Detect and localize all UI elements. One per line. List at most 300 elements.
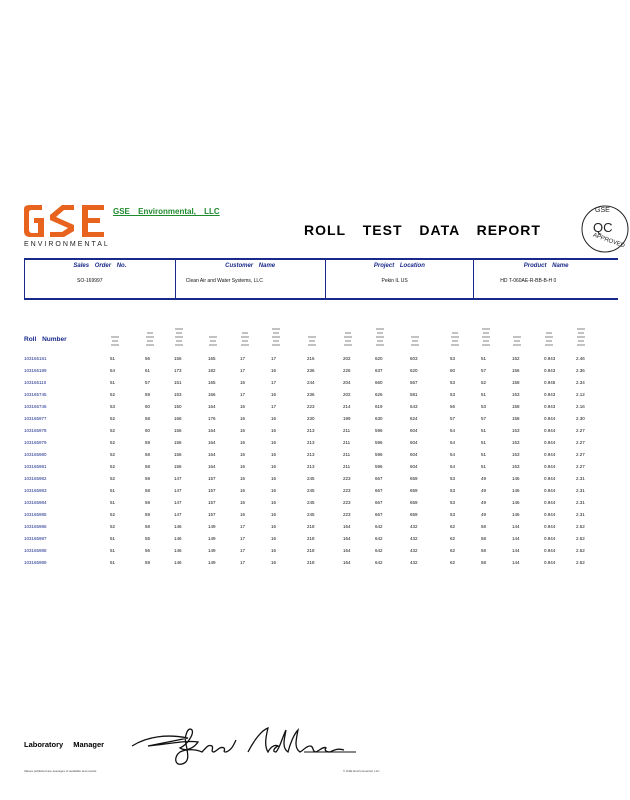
table-cell: 16 xyxy=(271,476,277,481)
table-cell: 153 xyxy=(512,452,520,457)
table-cell: 153 xyxy=(512,464,520,469)
table-cell: 53 xyxy=(450,476,456,481)
project-location-label: Project Location xyxy=(373,263,425,269)
table-cell: 596 xyxy=(375,428,383,433)
table-cell: 56 xyxy=(145,548,151,553)
sales-order-label: Sales Order No. xyxy=(73,263,127,269)
table-cell: 432 xyxy=(410,560,418,565)
table-cell: 61 xyxy=(110,356,116,361)
column-header-text-marks xyxy=(139,322,161,348)
table-cell: 202 xyxy=(343,392,351,397)
table-cell: 2.52 xyxy=(576,524,585,529)
column-header-text-marks xyxy=(475,322,497,348)
table-cell: 0.944 xyxy=(544,524,556,529)
roll-number-cell: 103165746 xyxy=(24,404,47,409)
table-cell: 432 xyxy=(410,548,418,553)
table-row xyxy=(0,486,618,496)
table-cell: 58 xyxy=(481,536,487,541)
table-cell: 2.31 xyxy=(576,512,585,517)
roll-number-cell: 103165745 xyxy=(24,392,47,397)
table-cell: 245 xyxy=(307,512,315,517)
column-header xyxy=(570,322,592,348)
customer-value: Clean Air and Water Systems, LLC xyxy=(185,278,263,284)
table-cell: 659 xyxy=(410,476,418,481)
table-cell: 596 xyxy=(375,452,383,457)
roll-number-cell: 103165986 xyxy=(24,524,47,529)
column-header-text-marks xyxy=(570,322,592,348)
table-cell: 156 xyxy=(174,464,182,469)
table-cell: 57 xyxy=(145,380,151,385)
table-cell: 0.943 xyxy=(544,368,556,373)
roll-number-cell: 103165979 xyxy=(24,440,47,445)
table-cell: 59 xyxy=(145,500,151,505)
table-row xyxy=(0,378,618,388)
table-cell: 144 xyxy=(512,560,520,565)
table-cell: 0.944 xyxy=(544,548,556,553)
table-cell: 211 xyxy=(343,464,351,469)
table-cell: 17 xyxy=(240,560,246,565)
company-name[interactable]: GSE Environmental, LLC xyxy=(113,207,220,216)
roll-number-cell: 103165977 xyxy=(24,416,47,421)
table-cell: 0.944 xyxy=(544,428,556,433)
table-cell: 17 xyxy=(271,404,277,409)
sales-order-cell xyxy=(25,260,176,298)
table-row xyxy=(0,450,618,460)
table-cell: 2.27 xyxy=(576,440,585,445)
table-cell: 164 xyxy=(208,428,216,433)
roll-number-cell: 103165988 xyxy=(24,548,47,553)
table-row xyxy=(0,438,618,448)
table-cell: 59 xyxy=(145,440,151,445)
table-cell: 146 xyxy=(174,548,182,553)
table-cell: 153 xyxy=(512,392,520,397)
table-cell: 2.46 xyxy=(576,356,585,361)
table-cell: 2.27 xyxy=(576,452,585,457)
column-header-text-marks xyxy=(168,322,190,348)
table-cell: 58 xyxy=(145,464,151,469)
order-info-table xyxy=(24,258,618,300)
table-cell: 245 xyxy=(307,476,315,481)
table-cell: 17 xyxy=(240,392,246,397)
table-cell: 53 xyxy=(450,380,456,385)
table-cell: 642 xyxy=(375,536,383,541)
table-cell: 2.12 xyxy=(576,392,585,397)
table-cell: 57 xyxy=(450,416,456,421)
column-header xyxy=(301,322,323,348)
table-cell: 603 xyxy=(410,356,418,361)
roll-number-cell: 103165181 xyxy=(24,356,47,361)
table-cell: 620 xyxy=(410,368,418,373)
table-cell: 59 xyxy=(145,392,151,397)
table-cell: 619 xyxy=(375,404,383,409)
table-cell: 202 xyxy=(343,356,351,361)
column-header-text-marks xyxy=(404,322,426,348)
table-cell: 146 xyxy=(174,560,182,565)
table-cell: 667 xyxy=(375,488,383,493)
column-header-text-marks xyxy=(265,322,287,348)
table-cell: 16 xyxy=(240,380,246,385)
table-cell: 16 xyxy=(240,488,246,493)
table-cell: 218 xyxy=(307,560,315,565)
project-location-cell xyxy=(326,260,475,298)
table-cell: 2.52 xyxy=(576,560,585,565)
table-cell: 61 xyxy=(110,548,116,553)
table-row xyxy=(0,522,618,532)
table-cell: 51 xyxy=(481,452,487,457)
footer-note-left: Values published are averages of available test results xyxy=(24,769,97,773)
table-cell: 55 xyxy=(145,536,151,541)
table-cell: 146 xyxy=(174,536,182,541)
table-cell: 53 xyxy=(450,392,456,397)
table-cell: 173 xyxy=(174,368,182,373)
table-cell: 16 xyxy=(271,392,277,397)
table-cell: 0.944 xyxy=(544,500,556,505)
table-cell: 223 xyxy=(307,404,315,409)
table-cell: 49 xyxy=(481,488,487,493)
table-row xyxy=(0,474,618,484)
table-cell: 58 xyxy=(481,548,487,553)
table-cell: 17 xyxy=(240,356,246,361)
column-header-text-marks xyxy=(506,322,528,348)
table-cell: 54 xyxy=(450,428,456,433)
table-cell: 156 xyxy=(174,356,182,361)
table-cell: 62 xyxy=(110,416,116,421)
table-cell: 245 xyxy=(307,488,315,493)
table-cell: 156 xyxy=(174,440,182,445)
table-cell: 57 xyxy=(481,368,487,373)
table-cell: 58 xyxy=(145,524,151,529)
table-cell: 432 xyxy=(410,524,418,529)
table-cell: 216 xyxy=(307,356,315,361)
table-cell: 0.943 xyxy=(544,356,556,361)
table-cell: 164 xyxy=(343,536,351,541)
table-cell: 624 xyxy=(410,416,418,421)
table-row xyxy=(0,354,618,364)
table-cell: 17 xyxy=(240,536,246,541)
roll-number-header: Roll Number xyxy=(24,336,67,343)
table-cell: 165 xyxy=(208,380,216,385)
table-cell: 2.27 xyxy=(576,428,585,433)
table-cell: 157 xyxy=(208,512,216,517)
table-cell: 61 xyxy=(110,536,116,541)
table-cell: 62 xyxy=(110,476,116,481)
table-cell: 158 xyxy=(512,416,520,421)
table-cell: 54 xyxy=(450,464,456,469)
table-cell: 604 xyxy=(410,428,418,433)
table-cell: 2.36 xyxy=(576,368,585,373)
table-cell: 660 xyxy=(375,380,383,385)
table-cell: 0.944 xyxy=(544,476,556,481)
table-cell: 147 xyxy=(174,476,182,481)
table-cell: 223 xyxy=(343,512,351,517)
table-cell: 164 xyxy=(343,524,351,529)
table-cell: 596 xyxy=(375,440,383,445)
table-cell: 213 xyxy=(307,440,315,445)
table-cell: 0.943 xyxy=(544,392,556,397)
table-cell: 213 xyxy=(307,428,315,433)
table-cell: 146 xyxy=(174,524,182,529)
roll-number-cell: 103165982 xyxy=(24,476,47,481)
table-cell: 642 xyxy=(375,560,383,565)
table-cell: 53 xyxy=(450,488,456,493)
report-title: ROLL TEST DATA REPORT xyxy=(304,222,541,238)
footer-note-right: © GSE Environmental, LLC xyxy=(343,769,380,773)
table-cell: 63 xyxy=(110,404,116,409)
column-header xyxy=(475,322,497,348)
table-cell: 667 xyxy=(375,476,383,481)
table-cell: 62 xyxy=(110,524,116,529)
table-cell: 58 xyxy=(145,452,151,457)
table-cell: 17 xyxy=(240,524,246,529)
table-cell: 604 xyxy=(410,440,418,445)
table-cell: 211 xyxy=(343,428,351,433)
table-cell: 164 xyxy=(343,560,351,565)
table-cell: 176 xyxy=(208,416,216,421)
table-cell: 62 xyxy=(450,524,456,529)
table-cell: 164 xyxy=(343,548,351,553)
column-header-text-marks xyxy=(104,322,126,348)
table-cell: 62 xyxy=(110,392,116,397)
roll-number-cell: 103165984 xyxy=(24,500,47,505)
table-cell: 157 xyxy=(208,476,216,481)
table-cell: 16 xyxy=(271,512,277,517)
table-cell: 16 xyxy=(271,548,277,553)
table-cell: 16 xyxy=(271,416,277,421)
table-cell: 62 xyxy=(110,512,116,517)
table-cell: 16 xyxy=(271,464,277,469)
table-cell: 149 xyxy=(208,524,216,529)
table-cell: 0.944 xyxy=(544,536,556,541)
table-cell: 2.16 xyxy=(576,404,585,409)
table-cell: 51 xyxy=(481,392,487,397)
table-cell: 144 xyxy=(512,536,520,541)
gse-logo-icon xyxy=(22,203,114,239)
column-header xyxy=(337,322,359,348)
table-cell: 152 xyxy=(512,356,520,361)
table-row xyxy=(0,402,618,412)
stamp-bottom-text: APPROVED xyxy=(591,232,626,250)
table-cell: 236 xyxy=(307,392,315,397)
table-cell: 51 xyxy=(481,464,487,469)
table-cell: 626 xyxy=(375,392,383,397)
table-cell: 51 xyxy=(481,428,487,433)
table-cell: 153 xyxy=(512,428,520,433)
table-cell: 150 xyxy=(174,404,182,409)
table-cell: 147 xyxy=(174,500,182,505)
table-cell: 16 xyxy=(240,512,246,517)
table-cell: 223 xyxy=(343,476,351,481)
table-cell: 0.943 xyxy=(544,404,556,409)
table-cell: 146 xyxy=(512,488,520,493)
table-cell: 62 xyxy=(110,428,116,433)
table-cell: 567 xyxy=(410,380,418,385)
table-cell: 62 xyxy=(450,536,456,541)
table-cell: 158 xyxy=(512,380,520,385)
column-header xyxy=(234,322,256,348)
customer-cell xyxy=(176,260,326,298)
roll-number-cell: 103165987 xyxy=(24,536,47,541)
table-cell: 213 xyxy=(307,452,315,457)
column-header-text-marks xyxy=(444,322,466,348)
table-cell: 146 xyxy=(512,512,520,517)
table-cell: 164 xyxy=(208,464,216,469)
column-header xyxy=(538,322,560,348)
table-cell: 218 xyxy=(307,536,315,541)
table-cell: 144 xyxy=(512,548,520,553)
table-cell: 62 xyxy=(450,548,456,553)
table-cell: 57 xyxy=(481,416,487,421)
table-cell: 0.944 xyxy=(544,512,556,517)
table-cell: 581 xyxy=(410,392,418,397)
table-cell: 16 xyxy=(240,440,246,445)
table-cell: 153 xyxy=(512,440,520,445)
table-cell: 2.31 xyxy=(576,488,585,493)
table-cell: 2.31 xyxy=(576,500,585,505)
table-cell: 53 xyxy=(450,500,456,505)
table-cell: 16 xyxy=(240,452,246,457)
table-cell: 604 xyxy=(410,464,418,469)
table-cell: 637 xyxy=(375,368,383,373)
table-cell: 61 xyxy=(110,488,116,493)
table-cell: 53 xyxy=(481,404,487,409)
table-cell: 62 xyxy=(110,464,116,469)
column-header-text-marks xyxy=(234,322,256,348)
table-cell: 17 xyxy=(271,356,277,361)
table-cell: 53 xyxy=(450,356,456,361)
table-cell: 0.944 xyxy=(544,416,556,421)
table-cell: 659 xyxy=(410,500,418,505)
table-cell: 157 xyxy=(208,500,216,505)
column-header xyxy=(168,322,190,348)
table-cell: 61 xyxy=(145,368,151,373)
column-header-text-marks xyxy=(337,322,359,348)
table-cell: 214 xyxy=(343,404,351,409)
table-cell: 2.27 xyxy=(576,464,585,469)
table-cell: 16 xyxy=(271,500,277,505)
customer-label: Customer Name xyxy=(225,263,276,269)
table-cell: 230 xyxy=(307,416,315,421)
product-name-value: HD T-060AE-R-BB-B-H 0 xyxy=(500,278,557,284)
table-cell: 49 xyxy=(481,512,487,517)
table-cell: 16 xyxy=(240,428,246,433)
table-cell: 2.30 xyxy=(576,416,585,421)
qc-approved-stamp xyxy=(580,204,630,254)
table-cell: 2.52 xyxy=(576,536,585,541)
column-header-text-marks xyxy=(301,322,323,348)
table-row xyxy=(0,534,618,544)
table-cell: 0.944 xyxy=(544,488,556,493)
table-cell: 0.944 xyxy=(544,452,556,457)
column-header-text-marks xyxy=(538,322,560,348)
table-cell: 156 xyxy=(512,368,520,373)
table-cell: 158 xyxy=(512,404,520,409)
table-cell: 58 xyxy=(481,560,487,565)
table-row xyxy=(0,558,618,568)
column-header xyxy=(202,322,224,348)
table-cell: 667 xyxy=(375,500,383,505)
table-cell: 642 xyxy=(375,524,383,529)
table-cell: 16 xyxy=(271,536,277,541)
table-cell: 147 xyxy=(174,488,182,493)
table-cell: 51 xyxy=(481,440,487,445)
product-name-cell xyxy=(474,260,618,298)
stamp-top-text: GSE xyxy=(595,207,610,214)
table-cell: 54 xyxy=(450,452,456,457)
roll-number-cell: 103165189 xyxy=(24,368,47,373)
table-cell: 2.31 xyxy=(576,476,585,481)
table-cell: 211 xyxy=(343,452,351,457)
column-header-text-marks xyxy=(369,322,391,348)
table-cell: 16 xyxy=(271,488,277,493)
table-cell: 213 xyxy=(307,464,315,469)
table-row xyxy=(0,426,618,436)
table-cell: 0.945 xyxy=(544,380,556,385)
logo-subtitle: ENVIRONMENTAL xyxy=(24,241,110,248)
table-cell: 223 xyxy=(343,488,351,493)
table-cell: 53 xyxy=(450,512,456,517)
table-cell: 16 xyxy=(240,476,246,481)
table-cell: 60 xyxy=(145,404,151,409)
table-cell: 59 xyxy=(145,560,151,565)
table-cell: 54 xyxy=(450,440,456,445)
column-header xyxy=(506,322,528,348)
table-cell: 165 xyxy=(208,356,216,361)
roll-number-cell: 103165983 xyxy=(24,488,47,493)
laboratory-manager-label: Laboratory Manager xyxy=(24,740,105,749)
table-cell: 17 xyxy=(240,368,246,373)
table-cell: 164 xyxy=(208,440,216,445)
table-cell: 62 xyxy=(450,560,456,565)
table-cell: 149 xyxy=(208,560,216,565)
table-cell: 16 xyxy=(271,368,277,373)
table-row xyxy=(0,498,618,508)
table-cell: 659 xyxy=(410,512,418,517)
column-header xyxy=(104,322,126,348)
table-cell: 16 xyxy=(240,464,246,469)
table-cell: 166 xyxy=(174,416,182,421)
table-cell: 16 xyxy=(240,416,246,421)
table-cell: 432 xyxy=(410,536,418,541)
table-row xyxy=(0,366,618,376)
table-cell: 61 xyxy=(110,500,116,505)
table-row xyxy=(0,510,618,520)
sales-order-value: SO-169997 xyxy=(77,278,103,284)
table-cell: 226 xyxy=(343,368,351,373)
table-cell: 62 xyxy=(110,452,116,457)
table-cell: 151 xyxy=(174,380,182,385)
table-cell: 56 xyxy=(450,404,456,409)
table-cell: 56 xyxy=(145,356,151,361)
table-cell: 52 xyxy=(481,380,487,385)
table-cell: 659 xyxy=(410,488,418,493)
roll-number-cell: 103165981 xyxy=(24,464,47,469)
table-cell: 58 xyxy=(145,488,151,493)
table-cell: 16 xyxy=(271,524,277,529)
table-cell: 211 xyxy=(343,440,351,445)
table-cell: 182 xyxy=(208,368,216,373)
table-cell: 58 xyxy=(145,416,151,421)
table-cell: 62 xyxy=(110,440,116,445)
product-name-label: Product Name xyxy=(523,263,569,269)
table-row xyxy=(0,390,618,400)
table-cell: 596 xyxy=(375,464,383,469)
table-cell: 16 xyxy=(240,404,246,409)
table-cell: 643 xyxy=(410,404,418,409)
table-cell: 164 xyxy=(208,404,216,409)
column-header xyxy=(265,322,287,348)
table-row xyxy=(0,414,618,424)
table-cell: 199 xyxy=(343,416,351,421)
